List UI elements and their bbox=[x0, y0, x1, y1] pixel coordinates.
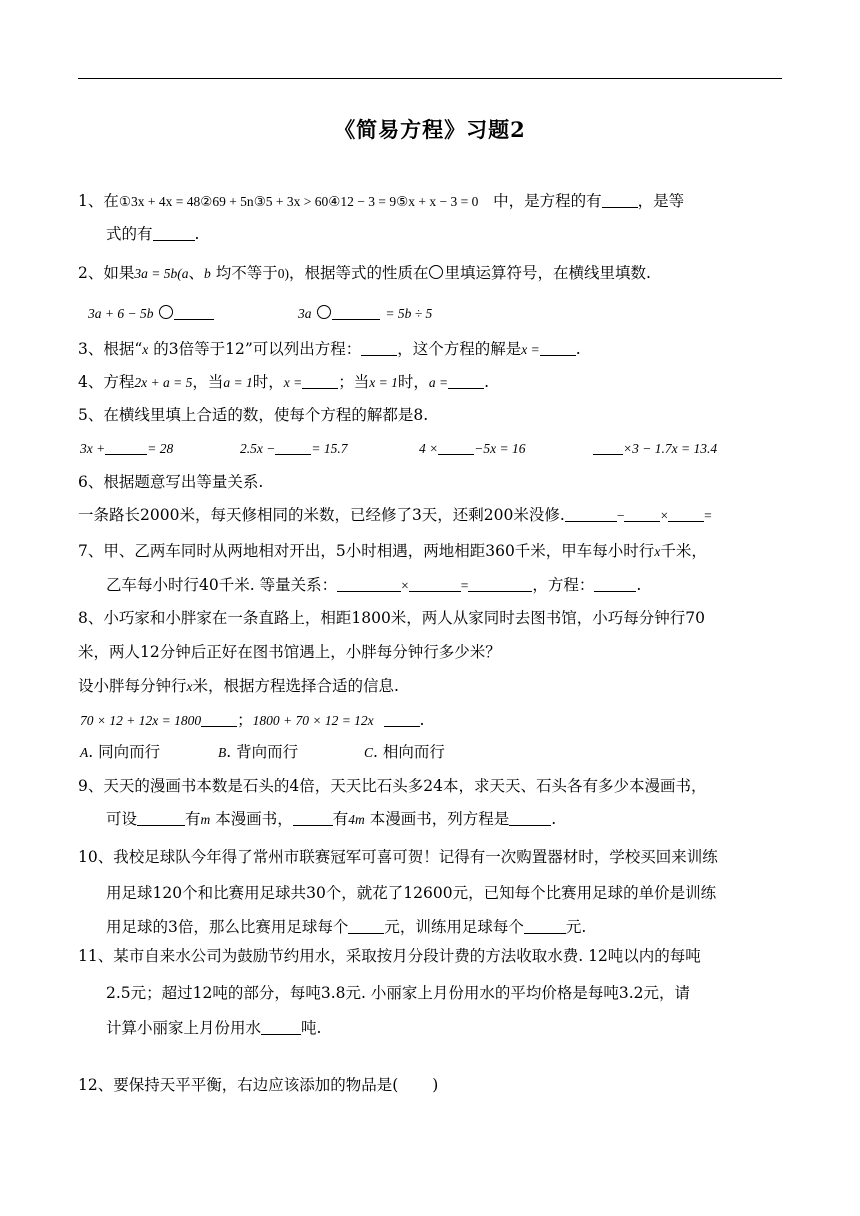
q7-blank-2[interactable] bbox=[409, 576, 461, 592]
q9-blank-equation[interactable] bbox=[509, 810, 551, 826]
q2-zero: 0) bbox=[277, 266, 289, 281]
question-8-line-2: 米，两人12分钟后正好在图书馆遇上，小胖每分钟行多少米？ bbox=[78, 643, 501, 661]
q4-text-f: 时， bbox=[397, 373, 429, 391]
q1-mid-text: 中，是方程的有 bbox=[493, 192, 602, 210]
q10-text-b: 元，训练用足球每个 bbox=[384, 918, 524, 936]
q8-var-x: x bbox=[186, 679, 193, 694]
q8-blank-b[interactable] bbox=[384, 711, 420, 727]
q2-blank-2[interactable] bbox=[332, 304, 380, 320]
question-10-line-3 bbox=[106, 915, 586, 939]
q8-option-a-text: . 同向而行 bbox=[88, 743, 161, 761]
q8-blank-a[interactable] bbox=[201, 711, 237, 727]
header-rule bbox=[78, 78, 782, 79]
q8-option-a-letter: A bbox=[80, 745, 89, 760]
q11-text-a: 计算小丽家上月份用水 bbox=[106, 1019, 262, 1037]
q6-blank-2[interactable] bbox=[624, 506, 660, 522]
q8-equation-b: 1800 + 70 × 12 = 12x bbox=[252, 713, 374, 728]
q11-text-b: 吨. bbox=[301, 1019, 322, 1037]
q8-equation-a: 70 × 12 + 12x = 1800 bbox=[80, 713, 202, 728]
q4-text-e: ；当 bbox=[338, 373, 370, 391]
q6-body bbox=[78, 503, 712, 528]
question-6: 6、根据题意写出等量关系. bbox=[78, 473, 264, 491]
q6-blank-1[interactable] bbox=[565, 506, 617, 522]
q2-expr2-tail: = 5b ÷ 5 bbox=[385, 306, 433, 321]
q2-text-d: 里填运算符号，在横线里填数. bbox=[444, 264, 651, 282]
q4-equation: 2x + a = 5 bbox=[134, 375, 193, 390]
q2-blank-1[interactable] bbox=[174, 304, 214, 320]
q2-var-b: b bbox=[204, 266, 211, 281]
q11-blank-usage[interactable] bbox=[261, 1019, 301, 1035]
q5-eq3-right: −5x = 16 bbox=[474, 441, 526, 456]
question-9-line-2 bbox=[106, 807, 556, 832]
q1-blank-equations[interactable] bbox=[602, 192, 638, 208]
q1-tail-text: 式的有 bbox=[106, 225, 153, 243]
q7-blank-equation[interactable] bbox=[594, 576, 636, 592]
q5-eq2-right: = 15.7 bbox=[311, 441, 348, 456]
q7-text-a: 7、甲、乙两车同时从两地相对开出，5小时相遇，两地相距360千米，甲车每小时行 bbox=[78, 542, 655, 560]
q1-item-4: ④12 − 3 = 9 bbox=[328, 194, 397, 209]
q7-equals: = bbox=[460, 578, 469, 593]
q9-text-c: 本漫画书， bbox=[215, 810, 293, 828]
q12-text: 12、要保持天平平衡，右边应该添加的物品是( bbox=[78, 1076, 399, 1094]
q1-item-3: ③5 + 3x > 60 bbox=[253, 194, 329, 209]
q9-text-a: 可设 bbox=[106, 810, 138, 828]
q3-blank-equation[interactable] bbox=[361, 340, 397, 356]
q9-text-d: 有 bbox=[332, 810, 349, 828]
q2-text-c: ，根据等式的性质在 bbox=[288, 264, 429, 282]
q4-text-a: 4、方程 bbox=[78, 373, 135, 391]
question-11-line-2: 2.5元；超过12吨的部分，每吨3.8元. 小丽家上月份用水的平均价格是每吨3.2元，请 bbox=[106, 984, 691, 1002]
question-12 bbox=[78, 1073, 438, 1097]
q5-blank-4[interactable] bbox=[593, 439, 623, 455]
q2-operator-circle-2[interactable] bbox=[317, 305, 331, 319]
q1-number: 1、在 bbox=[78, 192, 119, 210]
question-8-line-1: 8、小巧家和小胖家在一条直路上，相距1800米，两人从家同时去图书馆，小巧每分钟行70 bbox=[78, 609, 706, 627]
q6-minus: − bbox=[616, 508, 625, 523]
question-5: 5、在横线里填上合适的数，使每个方程的解都是8. bbox=[78, 406, 429, 424]
q5-equation-3 bbox=[419, 436, 525, 461]
q3-text-a: 3、根据“ bbox=[78, 340, 143, 358]
q2-operator-circle-1[interactable] bbox=[159, 305, 173, 319]
q1-item-2: ②69 + 5n bbox=[200, 194, 254, 209]
q2-expression-1 bbox=[88, 301, 214, 326]
question-7-line-1 bbox=[78, 539, 707, 564]
q4-text-b: ，当 bbox=[192, 373, 224, 391]
circle-icon bbox=[429, 265, 443, 279]
question-7-line-2 bbox=[106, 573, 641, 598]
q2-equation: 3a = 5b(a bbox=[134, 266, 189, 281]
q3-text-b: 的3倍等于12”可以列出方程： bbox=[153, 340, 362, 358]
q2-expr2: 3a bbox=[298, 306, 312, 321]
question-4 bbox=[78, 370, 489, 395]
q8-equations bbox=[80, 708, 424, 733]
question-10-line-1: 10、我校足球队今年得了常州市联赛冠军可喜可贺！记得有一次购置器材时，学校买回来训练 bbox=[78, 848, 718, 866]
question-1-line-1 bbox=[78, 189, 684, 214]
q1-blank-equalities[interactable] bbox=[153, 225, 195, 241]
q1-item-5: ⑤x + x − 3 = 0 bbox=[396, 194, 479, 209]
q5-eq1-left: 3x + bbox=[80, 441, 106, 456]
q8-option-c-text: . 相向而行 bbox=[373, 743, 445, 761]
q2-sep: 、 bbox=[188, 264, 204, 282]
q4-a-equals: a = bbox=[428, 375, 449, 390]
q5-equation-1 bbox=[80, 436, 173, 461]
q7-blank-3[interactable] bbox=[468, 576, 532, 592]
q1-period: . bbox=[194, 225, 200, 243]
q8-text-a: 设小胖每分钟行 bbox=[78, 677, 187, 695]
q9-period: . bbox=[551, 810, 557, 828]
q6-equals: = bbox=[704, 508, 712, 523]
q8-sep: ； bbox=[237, 711, 253, 729]
q1-item-1: ①3x + 4x = 48 bbox=[118, 194, 201, 209]
question-10-line-2: 用足球120个和比赛用足球共30个，就花了12600元，已知每个比赛用足球的单价是训练 bbox=[106, 884, 717, 902]
q9-blank-2[interactable] bbox=[293, 810, 333, 826]
q10-blank-training-ball[interactable] bbox=[524, 918, 566, 934]
q10-text-c: 元. bbox=[565, 918, 587, 936]
q5-blank-3[interactable] bbox=[438, 439, 474, 455]
q7-times: × bbox=[401, 578, 409, 593]
q9-var-m: m bbox=[200, 812, 211, 827]
question-3 bbox=[78, 337, 581, 362]
q8-option-b-letter: B bbox=[218, 745, 227, 760]
q5-eq4-right: ×3 − 1.7x = 13.4 bbox=[623, 441, 718, 456]
q9-var-4m: 4m bbox=[348, 812, 365, 827]
q6-body-text: 一条路长2000米，每天修相同的米数，已经修了3天，还剩200米没修. bbox=[78, 506, 565, 524]
question-11-line-3 bbox=[106, 1016, 321, 1040]
question-9-line-1: 9、天天的漫画书本数是石头的4倍，天天比石头多24本，求天天、石头各有多少本漫画书， bbox=[78, 777, 707, 795]
q5-blank-1[interactable] bbox=[105, 439, 147, 455]
q2-text-b: 均不等于 bbox=[215, 264, 278, 282]
q12-close-paren: ) bbox=[432, 1076, 439, 1094]
q2-expression-2 bbox=[298, 301, 432, 326]
q4-blank-a[interactable] bbox=[448, 373, 484, 389]
q6-times: × bbox=[660, 508, 669, 523]
q5-eq2-left: 2.5x − bbox=[240, 441, 276, 456]
q4-cond-1: a = 1 bbox=[223, 375, 253, 390]
q5-eq3-left: 4 × bbox=[419, 441, 439, 456]
q7-period: . bbox=[636, 576, 642, 594]
question-11-line-1: 11、某市自来水公司为鼓励节约用水，采取按月分段计费的方法收取水费. 12吨以内的每吨 bbox=[78, 947, 701, 965]
q3-blank-solution[interactable] bbox=[540, 340, 576, 356]
q5-eq1-right: = 28 bbox=[147, 441, 174, 456]
q3-var-x: x bbox=[142, 342, 149, 357]
q7-text-b: 千米， bbox=[660, 542, 707, 560]
q9-text-b: 有 bbox=[185, 810, 201, 828]
q8-option-c bbox=[364, 740, 445, 765]
q5-equation-4 bbox=[593, 436, 717, 461]
question-8-line-3 bbox=[78, 674, 399, 699]
q9-blank-1[interactable] bbox=[137, 810, 185, 826]
q4-cond-2: x = 1 bbox=[369, 375, 398, 390]
q6-blank-3[interactable] bbox=[668, 506, 704, 522]
q8-option-b-text: . 背向而行 bbox=[226, 743, 299, 761]
q5-blank-2[interactable] bbox=[275, 439, 311, 455]
question-1-line-2 bbox=[106, 222, 199, 246]
q5-equation-2 bbox=[240, 436, 347, 461]
q8-option-c-letter: C bbox=[364, 745, 374, 760]
q4-text-d: 时， bbox=[252, 373, 284, 391]
q8-text-b: 米，根据方程选择合适的信息. bbox=[192, 677, 399, 695]
q4-x-equals: x = bbox=[283, 375, 303, 390]
q7-blank-1[interactable] bbox=[337, 576, 401, 592]
question-2 bbox=[78, 261, 651, 286]
q9-text-e: 本漫画书，列方程是 bbox=[369, 810, 510, 828]
q4-blank-x[interactable] bbox=[302, 373, 338, 389]
q3-period: . bbox=[575, 340, 581, 358]
page-title: 《简易方程》习题2 bbox=[334, 117, 526, 142]
q2-text-a: 2、如果 bbox=[78, 264, 135, 282]
q7-text-c: 乙车每小时行40千米. 等量关系： bbox=[106, 576, 338, 594]
q7-var-x: x bbox=[654, 544, 661, 559]
q10-blank-match-ball[interactable] bbox=[348, 918, 384, 934]
q1-mid-text-2: ，是等 bbox=[637, 192, 685, 210]
q7-text-d: ，方程： bbox=[532, 576, 595, 594]
q4-period: . bbox=[484, 373, 490, 391]
q8-option-b bbox=[218, 740, 298, 765]
q2-expr1: 3a + 6 − 5b bbox=[88, 306, 154, 321]
q8-option-a bbox=[80, 740, 160, 765]
q3-text-c: ，这个方程的解是 bbox=[397, 340, 522, 358]
q10-text-a: 用足球的3倍，那么比赛用足球每个 bbox=[106, 918, 349, 936]
q8-period: . bbox=[419, 711, 425, 729]
q3-x-equals: x = bbox=[521, 342, 540, 357]
